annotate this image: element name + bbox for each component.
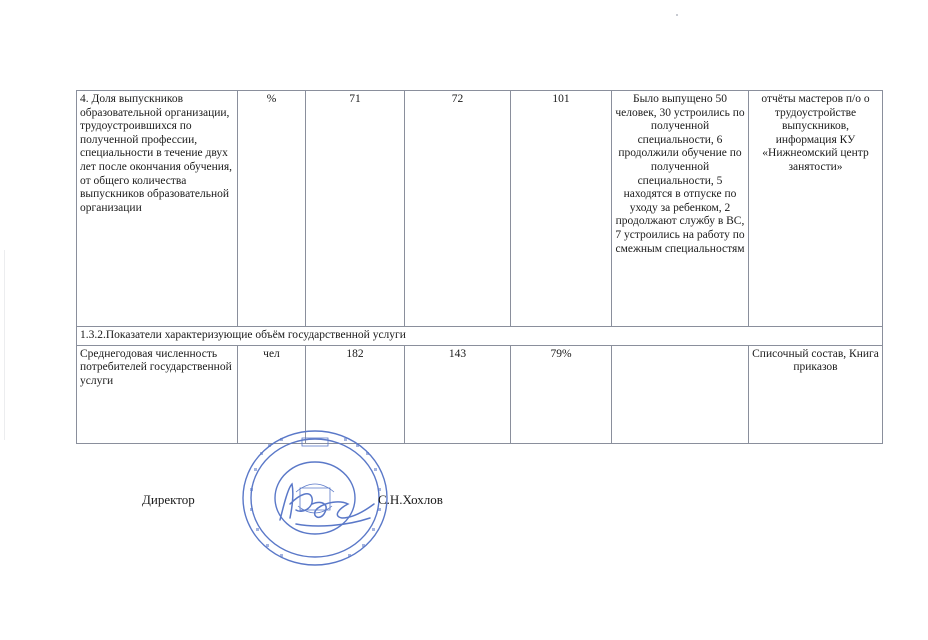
percent-cell: 101 — [511, 91, 612, 327]
source-cell: Списочный состав, Книга приказов — [749, 345, 883, 443]
scan-speck — [676, 14, 678, 16]
unit-cell: чел — [238, 345, 306, 443]
source-cell: отчёты мастеров п/о о трудоустройстве выпускников, информация КУ «Нижнеомский центр занятости» — [749, 91, 883, 327]
signature-block — [0, 492, 928, 516]
indicator-cell: Среднегодовая численность потребителей государственной услуги — [77, 345, 238, 443]
planned-cell: 71 — [306, 91, 405, 327]
percent-cell: 79% — [511, 345, 612, 443]
section-title: 1.3.2.Показатели характеризующие объём государственной услуги — [77, 327, 883, 346]
scan-edge — [4, 250, 5, 440]
indicator-cell: 4. Доля выпускников образовательной организации, трудоустроившихся по полученной профессии, специальности в течение двух лет после окончания обучения, от общего количества выпускников образовательной организации — [77, 91, 238, 327]
reason-cell: Было выпущено 50 человек, 30 устроились по полученной специальности, 6 продолжили обучение по полученной специальности, 5 находятся в отпуске по уходу за ребенком, 2 продолжают службу в ВС, 7 устроились на работу по смежным специальностям — [612, 91, 749, 327]
signatory-name: С.Н.Хохлов — [378, 492, 443, 507]
planned-cell: 182 — [306, 345, 405, 443]
unit-cell: % — [238, 91, 306, 327]
actual-cell: 143 — [405, 345, 511, 443]
table-row — [77, 91, 883, 327]
report-table — [76, 90, 883, 444]
reason-cell — [612, 345, 749, 443]
section-row — [77, 327, 883, 346]
actual-cell: 72 — [405, 91, 511, 327]
position-label: Директор — [142, 492, 195, 507]
table-row — [77, 345, 883, 443]
